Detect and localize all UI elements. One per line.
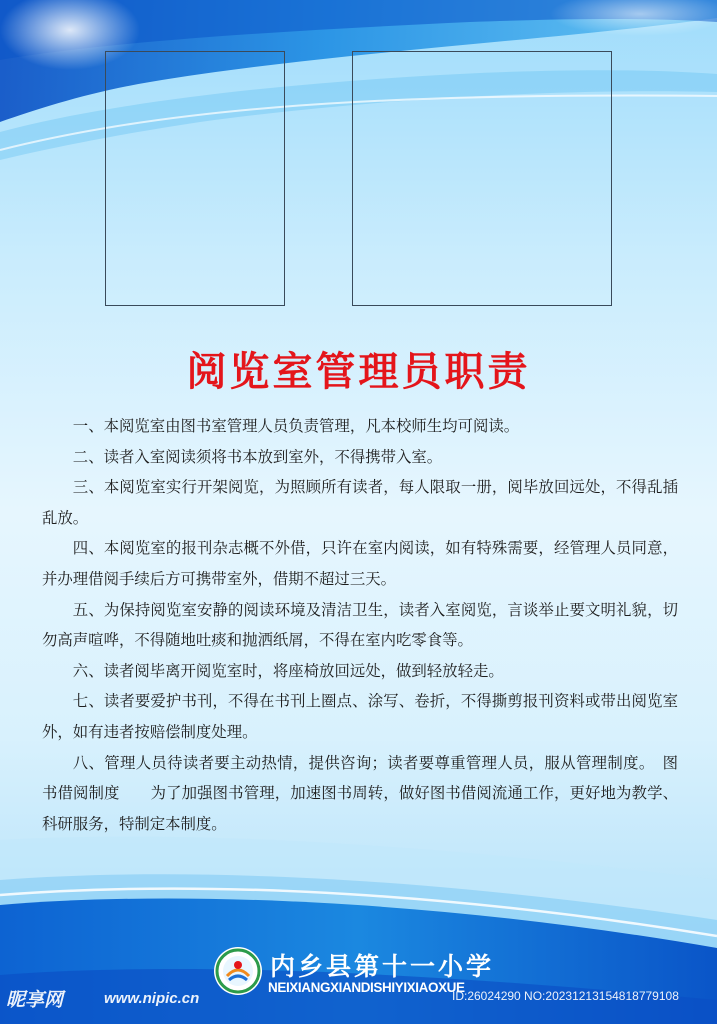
watermark-brand: 昵享网 xyxy=(6,989,64,1011)
rule-item: 三、本阅览室实行开架阅览，为照顾所有读者，每人限取一册，阅毕放回远处，不得乱插乱放。 xyxy=(42,478,678,527)
school-name: 内乡县第十一小学 xyxy=(270,952,495,981)
rule-item: 五、为保持阅览室安静的阅读环境及清洁卫生，读者入室阅览，言谈举止要文明礼貌，切勿高声喧哗，不得随地吐痰和抛洒纸屑，不得在室内吃零食等。 xyxy=(42,600,678,650)
rule-item: 六、读者阅毕离开阅览室时，将座椅放回远处，做到轻放轻走。 xyxy=(72,661,504,680)
photo-frame-right xyxy=(352,51,612,306)
rule-item: 二、读者入室阅读须将书本放到室外，不得携带入室。 xyxy=(72,447,443,466)
rule-item: 四、本阅览室的报刊杂志概不外借，只许在室内阅读，如有特殊需要，经管理人员同意，并办理借阅手续后方可携带室外，借期不超过三天。 xyxy=(42,539,678,588)
rule-item: 八、管理人员待读者要主动热情，提供咨询；读者要尊重管理人员，服从管理制度。 图书借阅制度 为了加强图书管理，加速图书周转，做好图书借阅流通工作，更好地为教学、科研服务，特制定本制度。 xyxy=(42,753,678,833)
watermark-url: www.nipic.cn xyxy=(104,990,200,1007)
photo-frame-left xyxy=(105,51,285,306)
school-pinyin: NEIXIANGXIANDISHIYIXIAOXUE xyxy=(268,980,465,995)
rule-item: 一、本阅览室由图书室管理人员负责管理，凡本校师生均可阅读。 xyxy=(72,417,520,435)
watermark-id: ID:26024290 NO:20231213154818779108 xyxy=(452,989,679,1003)
school-emblem-icon xyxy=(213,946,263,996)
rules-list xyxy=(42,411,678,839)
page-title: 阅览室管理员职责 xyxy=(186,349,531,395)
rule-item: 七、读者要爱护书刊，不得在书刊上圈点、涂写、卷折，不得撕剪报刊资料或带出阅览室外，如有违者按赔偿制度处理。 xyxy=(42,692,678,741)
